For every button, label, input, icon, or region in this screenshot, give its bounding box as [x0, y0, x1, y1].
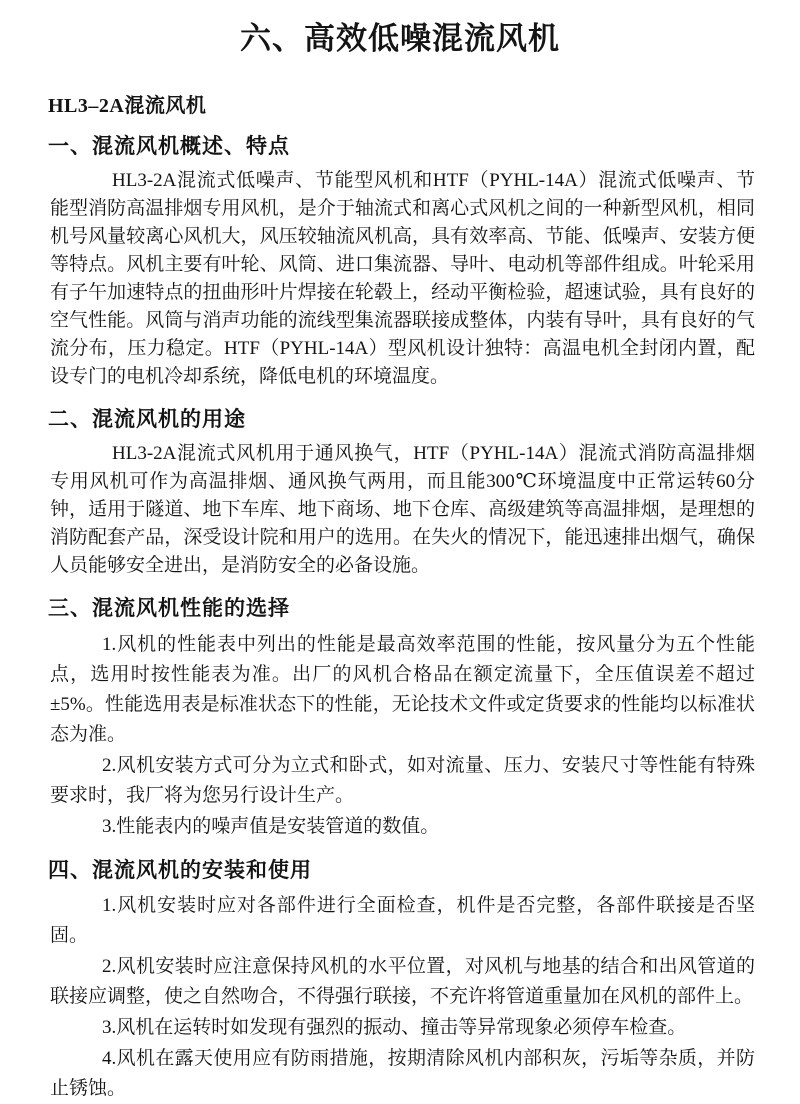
section-heading-performance-selection: 三、混流风机性能的选择: [48, 596, 290, 621]
paragraph: 1.风机的性能表中列出的性能是最高效率范围的性能，按风量分为五个性能点，选用时按性能表为准。出厂的风机合格品在额定流量下，全压值误差不超过±5%。性能选用表是标准状态下的性能，无论技术文件或定货要求的性能均以标准状态为准。: [50, 633, 755, 745]
section-installation-usage: [0, 857, 800, 1104]
section-heading-installation-usage: 四、混流风机的安装和使用: [48, 857, 312, 882]
paragraph: HL3-2A混流式低噪声、节能型风机和HTF（PYHL-14A）混流式低噪声、节能型消防高温排烟专用风机，是介于轴流式和离心式风机之间的一种新型风机，相同机号风量较离心风机大，风压较轴流风机高，具有效率高、节能、低噪声、安装方便等特点。风机主要有叶轮、风筒、进口集流器、导叶、电动机等部件组成。叶轮采用有子午加速特点的扭曲形叶片焊接在轮毂上，经动平衡检验，超速试验，具有良好的空气性能。风筒与消声功能的流线型集流器联接成整体，内装有导叶，具有良好的气流分布，压力稳定。HTF（PYHL-14A）型风机设计独特：高温电机全封闭内置，配设专门的电机冷却系统，降低电机的环境温度。: [50, 170, 755, 388]
paragraph: 4.风机在露天使用应有防雨措施，按期清除风机内部积灰，污垢等杂质，并防止锈蚀。: [50, 1047, 755, 1099]
section-performance-selection: [0, 595, 800, 841]
paragraph: 2.风机安装方式可分为立式和卧式，如对流量、压力、安装尺寸等性能有特殊要求时，我厂将为您另行设计生产。: [50, 754, 755, 806]
paragraph: 3.性能表内的噪声值是安装管道的数值。: [102, 815, 440, 837]
section-heading-overview: 一、混流风机概述、特点: [48, 133, 290, 158]
paragraph: 1.风机安装时应对各部件进行全面检查，机件是否完整，各部件联接是否坚固。: [50, 894, 755, 946]
paragraph: 3.风机在运转时如发现有强烈的振动、撞击等异常现象必须停车检查。: [102, 1016, 687, 1038]
section-heading-usage: 二、混流风机的用途: [48, 407, 246, 432]
paragraph: 2.风机安装时应注意保持风机的水平位置，对风机与地基的结合和出风管道的联接应调整，使之自然吻合，不得强行联接，不充许将管道重量加在风机的部件上。: [50, 955, 755, 1007]
section-overview: [0, 133, 800, 391]
document-title: 六、高效低噪混流风机: [240, 21, 560, 56]
section-usage: [0, 406, 800, 580]
paragraph: HL3-2A混流式风机用于通风换气，HTF（PYHL-14A）混流式消防高温排烟专用风机可作为高温排烟、通风换气两用，而且能300℃环境温度中正常运转60分钟，适用于隧道、地下车库、地下商场、地下仓库、高级建筑等高温排烟，是理想的消防配套产品，深受设计院和用户的选用。在失火的情况下，能迅速排出烟气，确保人员能够安全进出，是消防安全的必备设施。: [50, 443, 755, 577]
model-subtitle: HL3–2A混流风机: [48, 94, 207, 117]
